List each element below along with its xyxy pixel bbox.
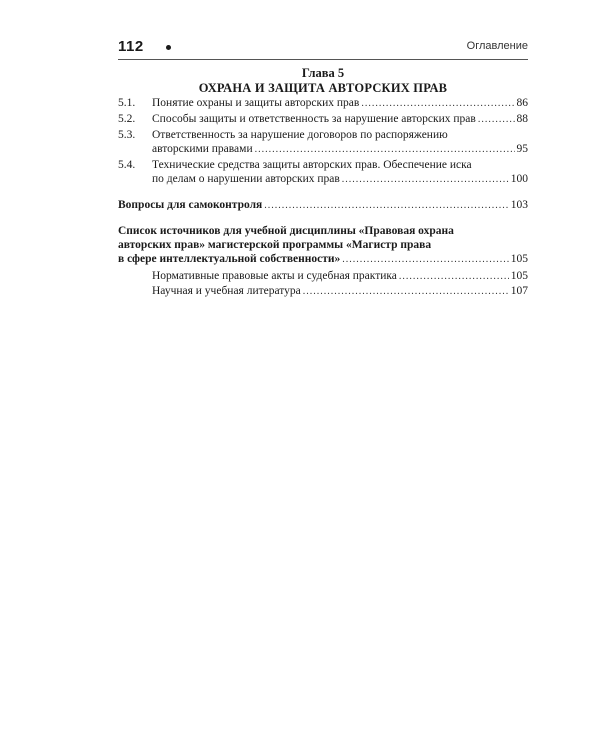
header-rule <box>118 59 528 60</box>
page-number: 112 <box>118 38 144 55</box>
toc-entry-number: 5.4. <box>118 159 136 171</box>
toc-entry-title-line-2: авторских прав» магистерской программы «Магистр права <box>118 239 432 251</box>
chapter-title: ОХРАНА И ЗАЩИТА АВТОРСКИХ ПРАВ <box>198 81 448 95</box>
toc-subentry-literature[interactable] <box>118 284 528 299</box>
toc-entry-page: 105 <box>510 253 528 265</box>
toc-subentry-title: Нормативные правовые акты и судебная практика <box>152 270 397 282</box>
toc-subentry-title: Научная и учебная литература <box>152 285 301 297</box>
toc-entry-page: 100 <box>510 173 528 185</box>
toc-entry-page: 86 <box>516 97 528 109</box>
chapter-heading <box>118 66 528 96</box>
toc-entry-number: 5.3. <box>118 129 136 141</box>
toc-entry-title: Вопросы для самоконтроля <box>118 199 263 211</box>
toc-entry-number: 5.2. <box>118 113 136 125</box>
toc-entry-self-check[interactable] <box>118 198 528 213</box>
toc-entry-title-line-3: в сфере интеллектуальной собственности» <box>118 253 341 265</box>
dot-leader <box>264 199 509 213</box>
toc-subentry-page: 107 <box>510 285 528 297</box>
toc-entry-title-line-2: по делам о нарушении авторских прав <box>152 173 340 185</box>
toc-entry-page: 88 <box>516 113 528 125</box>
chapter-label: Глава 5 <box>301 66 345 80</box>
toc-subentry-page: 105 <box>510 270 528 282</box>
dot-leader <box>342 173 509 187</box>
page-header <box>118 38 528 60</box>
toc-entry-page: 95 <box>516 143 528 155</box>
toc-entry-5-4[interactable] <box>118 158 528 187</box>
toc-entry-title-line-2: авторскими правами <box>152 143 253 155</box>
toc-entry-title-line-1: Ответственность за нарушение договоров по распоряжению <box>152 129 448 141</box>
dot-leader <box>303 285 509 299</box>
toc-entry-title-line-1: Список источников для учебной дисциплины «Правовая охрана <box>118 225 454 237</box>
toc-entry-title: Способы защиты и ответственность за нарушение авторских прав <box>152 113 476 125</box>
toc-entry-5-3[interactable] <box>118 128 528 157</box>
table-of-contents <box>118 96 528 299</box>
dot-leader <box>399 270 509 284</box>
bullet-dot-icon <box>166 45 171 50</box>
toc-entry-page: 103 <box>510 199 528 211</box>
toc-entry-sources[interactable] <box>118 224 528 267</box>
dot-leader <box>342 253 508 267</box>
toc-entry-5-1[interactable] <box>118 96 528 111</box>
toc-entry-number: 5.1. <box>118 97 136 109</box>
toc-subentry-normative[interactable] <box>118 269 528 284</box>
dot-leader <box>361 97 514 111</box>
toc-entry-5-2[interactable] <box>118 112 528 127</box>
dot-leader <box>478 113 515 127</box>
toc-entry-title-line-1: Технические средства защиты авторских прав. Обеспечение иска <box>152 159 472 171</box>
dot-leader <box>255 143 515 157</box>
running-title: Оглавление <box>466 40 528 52</box>
toc-entry-title: Понятие охраны и защиты авторских прав <box>152 97 360 109</box>
